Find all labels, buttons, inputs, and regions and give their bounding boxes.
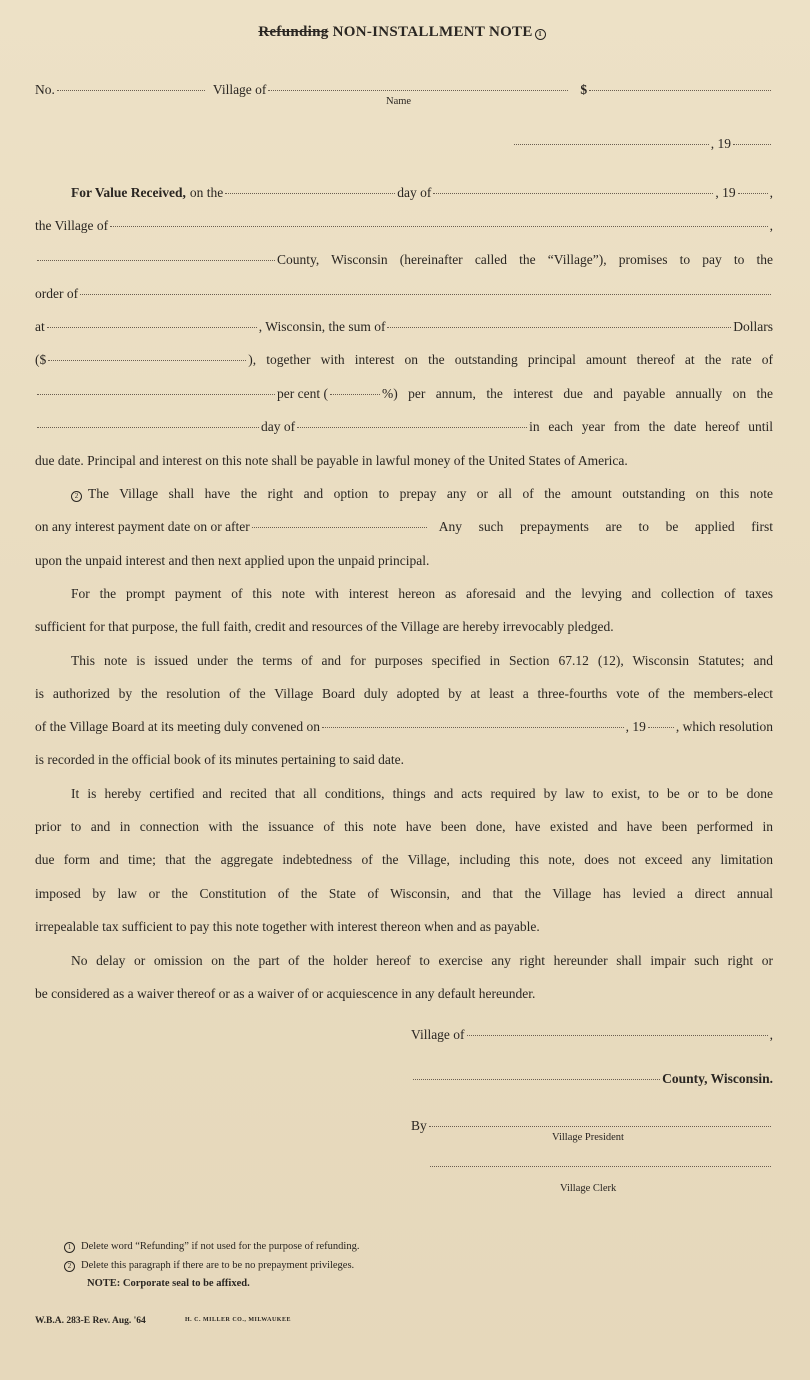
sig-village-label: Village of: [411, 1027, 465, 1042]
signature-county-line: [411, 1071, 773, 1087]
meeting-label: of the Village Board at its meeting duly convened on: [35, 719, 320, 734]
certify-text-5: irrepealable tax sufficient to pay this note together with interest thereon when and as payable.: [35, 919, 540, 934]
dollar-sign: $: [580, 82, 588, 97]
waiver-text-2: be considered as a waiver thereof or as a waiver of or acquiescence in any default hereunder.: [35, 986, 536, 1001]
date-year-prefix: , 19: [710, 136, 731, 151]
per-annum-text: %) per annum, the interest due and payable annually on the: [381, 386, 773, 401]
certify-text-2: prior to and in connection with the issuance of this note have been done, have existed and have been performed in: [35, 819, 773, 834]
p1-line-4: [35, 286, 773, 302]
amount-field[interactable]: [589, 89, 771, 91]
due-date-text: due date. Principal and interest on this note shall be payable in lawful money of the United States of America.: [35, 453, 628, 468]
value-received-label: For Value Received,: [71, 185, 186, 200]
p5-line-5: [35, 919, 773, 935]
on-or-after-label: on any interest payment date on or after: [35, 519, 250, 534]
certify-text-3: due form and time; that the aggregate indebtedness of the Village, including this note, does not exceed any limitation: [35, 852, 773, 867]
county-field[interactable]: [37, 259, 275, 261]
p3-line-2: [35, 619, 773, 635]
statute-text-1: This note is issued under the terms of and for purposes specified in Section 67.12 (12), Wisconsin Statutes; and: [71, 653, 773, 668]
clerk-caption: Village Clerk: [560, 1183, 617, 1194]
place-field[interactable]: [47, 326, 257, 328]
p2-line-2: [35, 519, 773, 535]
sig-county-label: County, Wisconsin.: [662, 1071, 773, 1086]
p1-line-7: [35, 386, 773, 402]
footnote-2-text: Delete this paragraph if there are to be no prepayment privileges.: [81, 1260, 355, 1271]
printer-name: H. C. MILLER CO., MILWAUKEE: [185, 1317, 291, 1323]
meeting-year-prefix: , 19: [625, 719, 646, 734]
sig-by-label: By: [411, 1118, 427, 1133]
sum-words-field[interactable]: [387, 326, 731, 328]
village-of-label: the Village of: [35, 218, 109, 233]
p2-line-1: [35, 486, 773, 502]
sum-of-label: , Wisconsin, the sum of: [258, 319, 386, 334]
comma: ,: [769, 218, 773, 233]
dollars-label: Dollars: [733, 319, 773, 334]
sum-figures-field[interactable]: [48, 359, 246, 361]
meeting-year-field[interactable]: [648, 726, 674, 728]
footnote-1-text: Delete word “Refunding” if not used for the purpose of refunding.: [81, 1241, 360, 1252]
year-field[interactable]: [738, 192, 768, 194]
document-title: [0, 24, 810, 41]
p5-line-3: [35, 852, 773, 868]
statute-text-2: is authorized by the resolution of the Village Board duly adopted by at least a three-fourths vote of the members-elect: [35, 686, 773, 701]
at-label: at: [35, 319, 45, 334]
footnote-marker-1: 1: [535, 29, 546, 40]
p6-line-2: [35, 986, 773, 1002]
day-of-label: day of: [397, 185, 432, 200]
certify-text-4: imposed by law or the Constitution of the State of Wisconsin, and that the Village has levied a direct annual: [35, 886, 773, 901]
recorded-text: is recorded in the official book of its minutes pertaining to said date.: [35, 752, 405, 767]
sig-county-field[interactable]: [413, 1078, 660, 1080]
interest-day-field[interactable]: [37, 426, 259, 428]
signature-clerk-line: [428, 1168, 773, 1170]
signature-village-line: [411, 1027, 773, 1043]
county-text: County, Wisconsin (hereinafter called the “Village”), promises to pay to the: [277, 252, 773, 267]
per-cent-label: per cent (: [277, 386, 328, 401]
p1-line-3: [35, 252, 773, 268]
p5-line-4: [35, 886, 773, 902]
rate-words-field[interactable]: [37, 393, 275, 395]
date-field[interactable]: [514, 143, 709, 145]
each-year-text: in each year from the date hereof until: [529, 419, 773, 434]
footnote-2: [64, 1260, 354, 1272]
prepay-principal-text: upon the unpaid interest and then next applied upon the unpaid principal.: [35, 553, 430, 568]
meeting-date-field[interactable]: [322, 726, 624, 728]
clerk-signature-field[interactable]: [430, 1165, 771, 1167]
p4-line-1: [35, 653, 773, 669]
footnote-marker-2: 2: [71, 491, 82, 502]
waiver-text-1: No delay or omission on the part of the holder hereof to exercise any right hereunder shall impair such right or: [71, 953, 773, 968]
no-label: No.: [35, 82, 55, 97]
sig-village-field[interactable]: [467, 1034, 768, 1036]
resolution-label: , which resolution: [675, 719, 773, 734]
seal-note: NOTE: Corporate seal to be affixed.: [87, 1278, 250, 1289]
p1-line-5: [35, 319, 773, 335]
interest-text: ), together with interest on the outstanding principal amount thereof at the rate of: [248, 352, 773, 367]
p1-line-1: [35, 185, 773, 201]
prepay-applied-text: Any such prepayments are to be applied first: [438, 519, 773, 534]
on-the-label: on the: [189, 185, 224, 200]
p3-line-1: [35, 586, 773, 602]
p5-line-2: [35, 819, 773, 835]
p1-line-9: [35, 453, 773, 469]
rate-figure-field[interactable]: [330, 393, 380, 395]
p1-line-6: [35, 352, 773, 368]
order-of-label: order of: [35, 286, 79, 301]
footnote-2-marker: 2: [64, 1261, 75, 1272]
no-field[interactable]: [57, 89, 205, 91]
footnote-1-marker: 1: [64, 1242, 75, 1253]
date-line: [512, 136, 773, 152]
p1-line-8: [35, 419, 773, 435]
certify-text-1: It is hereby certified and recited that all conditions, things and acts required by law to exist, to be or to be done: [71, 786, 773, 801]
p4-line-2: [35, 686, 773, 702]
village-name-field[interactable]: [268, 89, 568, 91]
title-struck-word: Refunding: [258, 24, 329, 40]
village-label: Village of: [212, 82, 267, 97]
day-of-label-2: day of: [261, 419, 296, 434]
pledge-text-1: For the prompt payment of this note with interest hereon as aforesaid and the levying and collection of taxes: [71, 586, 773, 601]
payee-field[interactable]: [80, 293, 771, 295]
comma: ,: [769, 1027, 773, 1042]
name-caption: Name: [386, 96, 412, 107]
p5-line-1: [35, 786, 773, 802]
paren-dollar-label: ($: [35, 352, 47, 367]
president-signature-field[interactable]: [429, 1125, 771, 1127]
day-field[interactable]: [225, 192, 395, 194]
date-year-field[interactable]: [733, 143, 771, 145]
interest-month-field[interactable]: [297, 426, 527, 428]
p2-line-3: [35, 553, 773, 569]
president-caption: Village President: [552, 1132, 624, 1143]
form-code: W.B.A. 283-E Rev. Aug. '64: [35, 1316, 146, 1326]
footnote-1: [64, 1241, 359, 1253]
month-field[interactable]: [433, 192, 713, 194]
prepay-date-field[interactable]: [252, 526, 427, 528]
village-field-2[interactable]: [110, 225, 767, 227]
year-prefix: , 19: [715, 185, 736, 200]
p4-line-3: [35, 719, 773, 735]
p1-line-2: [35, 218, 773, 234]
p4-line-4: [35, 752, 773, 768]
comma: ,: [769, 185, 773, 200]
p6-line-1: [35, 953, 773, 969]
pledge-text-2: sufficient for that purpose, the full faith, credit and resources of the Village are hereby irrevocably pledged.: [35, 619, 614, 634]
title-text: NON-INSTALLMENT NOTE: [332, 24, 533, 40]
prepay-text: The Village shall have the right and option to prepay any or all of the amount outstanding on this note: [88, 486, 773, 501]
